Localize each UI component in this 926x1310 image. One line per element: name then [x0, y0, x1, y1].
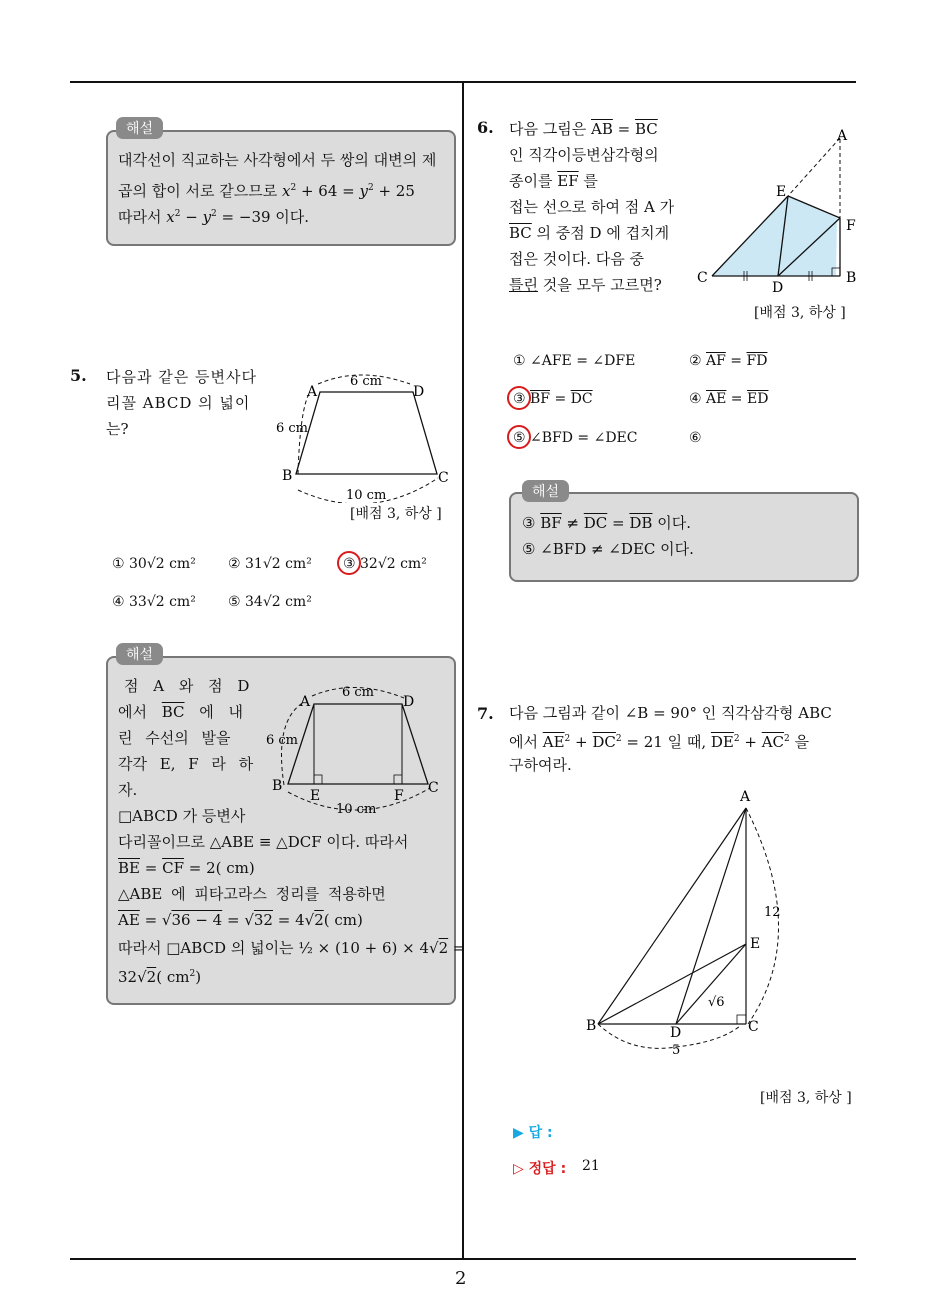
label-bottom: 10 cm	[336, 802, 377, 817]
solution-text: ⑤ ∠BFD ≠ ∠DEC 이다.	[522, 540, 694, 558]
correct-answer-label: ▷ 정답 :	[513, 1161, 567, 1177]
score: [배점 3, 하상 ]	[754, 305, 846, 321]
score: [배점 3, 하상 ]	[350, 506, 442, 522]
option-2[interactable]: ② $\overline{AF} = \overline{FD}$	[689, 353, 768, 369]
label-E: E	[776, 184, 787, 200]
solution-text: 점 A 와 점 D	[124, 677, 250, 695]
label-F: F	[846, 218, 856, 234]
option-6[interactable]: ⑥	[689, 430, 702, 446]
label-C: C	[748, 1019, 759, 1035]
label-D: D	[772, 280, 784, 294]
option-3[interactable]: ③ $\overline{BF} = \overline{DC}$	[513, 391, 593, 407]
selected-circle	[507, 425, 531, 449]
label-A: A	[307, 384, 318, 400]
question-text: $\overline{BC}$ 의 중점 D 에 겹치게	[509, 224, 670, 242]
answer-label: ▶ 답 :	[513, 1125, 553, 1141]
label-E: E	[310, 788, 321, 804]
trapezoid-figure	[270, 368, 460, 503]
option-5[interactable]: ⑤ ∠BFD = ∠DEC	[513, 430, 638, 446]
solution-text: $\overline{BE} = \overline{CF} = 2$( cm)	[118, 859, 255, 877]
label-A: A	[837, 128, 848, 144]
solution-text: 에서 $\overline{BC}$ 에 내	[118, 703, 244, 721]
correct-answer-value: 21	[582, 1158, 600, 1174]
label-side: 6 cm	[276, 421, 309, 436]
label-B: B	[272, 778, 283, 794]
solution-text: 린 수선의 발을	[118, 729, 231, 747]
label-E: E	[750, 936, 761, 952]
solution-tag: 해설	[116, 643, 163, 665]
label-5: 5	[672, 1043, 681, 1058]
label-top: 6 cm	[350, 374, 383, 389]
option-4[interactable]: ④ 33√2 cm²	[112, 594, 196, 610]
label-B: B	[586, 1018, 597, 1034]
label-B: B	[846, 270, 857, 286]
solution-text: △ABE 에 피타고라스 정리를 적용하면	[118, 885, 386, 903]
label-C: C	[697, 270, 708, 286]
question-text: 접은 것이다. 다음 중	[509, 250, 644, 268]
question-text: 틀린 것을 모두 고르면?	[509, 276, 662, 294]
question-text: 인 직각이등변삼각형의	[509, 146, 659, 164]
solution-text: 32√2( $cm^2$)	[118, 968, 202, 986]
solution-text: $\overline{AE} = √36 - 4 = √32 = 4√2$( cm)	[118, 911, 363, 929]
question-text: 에서 $\overline{AE}^2 + \overline{DC}^2 = 21$ 일 때, $\overline{DE}^2 + \overline{AC}^2$ 을	[509, 733, 810, 751]
selected-circle	[337, 551, 361, 575]
solution-text: 따라서 $x^2 - y^2 = -39$ 이다.	[118, 208, 310, 226]
label-D: D	[670, 1025, 682, 1041]
question-number: 5.	[70, 366, 87, 385]
label-B: B	[282, 468, 293, 484]
question-text: 는?	[106, 420, 129, 438]
solution-text: 곱의 합이 서로 같으므로 $x^2 + 64 = y^2 + 25$	[118, 182, 415, 200]
question-text: 리꼴 ABCD 의 넓이	[106, 394, 251, 412]
label-A: A	[300, 694, 311, 710]
label-bottom: 10 cm	[346, 488, 387, 503]
page-number: 2	[455, 1268, 467, 1289]
option-1[interactable]: ① 30√2 cm²	[112, 556, 196, 572]
solution-text: ③ $\overline{BF} \ne \overline{DC} = \overline{DB}$ 이다.	[522, 514, 691, 532]
solution-tag: 해설	[522, 480, 569, 502]
label-A: A	[740, 789, 751, 805]
solution-text: 따라서 □ABCD 의 넓이는 ½ × (10 + 6) × 4√2 =	[118, 939, 466, 957]
solution-tag: 해설	[116, 117, 163, 139]
solution-text: 대각선이 직교하는 사각형에서 두 쌍의 대변의 제	[118, 151, 437, 169]
label-C: C	[438, 470, 449, 486]
question-text: 접는 선으로 하여 점 A 가	[509, 198, 675, 216]
right-triangle-figure	[580, 784, 800, 1064]
score: [배점 3, 하상 ]	[760, 1090, 852, 1106]
question-text: 다음과 같은 등변사다	[106, 368, 257, 386]
question-text: 종이를 $\overline{EF}$ 를	[509, 172, 598, 190]
label-sqrt6: √6	[708, 995, 725, 1010]
option-5[interactable]: ⑤ 34√2 cm²	[228, 594, 312, 610]
solution-text: 자.	[118, 781, 138, 799]
label-C: C	[428, 780, 439, 796]
label-side: 6 cm	[266, 733, 299, 748]
question-number: 6.	[477, 118, 494, 137]
option-3[interactable]: ③ 32√2 cm²	[343, 556, 427, 572]
label-D: D	[403, 694, 415, 710]
question-text: 다음 그림은 $\overline{AB} = \overline{BC}$	[509, 120, 658, 138]
solution-text: 각각 E, F 라 하	[118, 755, 254, 773]
label-D: D	[413, 384, 425, 400]
solution-text: □ABCD 가 등변사	[118, 807, 246, 825]
option-1[interactable]: ① ∠AFE = ∠DFE	[513, 353, 636, 369]
selected-circle	[507, 386, 531, 410]
solution-text: 다리꼴이므로 △ABE ≡ △DCF 이다. 따라서	[118, 833, 409, 851]
column-divider	[462, 82, 464, 1260]
folded-triangle-figure	[692, 124, 862, 294]
label-12: 12	[764, 905, 781, 920]
option-2[interactable]: ② 31√2 cm²	[228, 556, 312, 572]
question-number: 7.	[477, 704, 494, 723]
trapezoid-solution-figure	[262, 680, 452, 820]
label-top: 6 cm	[342, 685, 375, 700]
option-4[interactable]: ④ $\overline{AE} = \overline{ED}$	[689, 391, 769, 407]
label-F: F	[394, 788, 404, 804]
question-text: 다음 그림과 같이 ∠B = 90° 인 직각삼각형 ABC	[509, 704, 832, 722]
question-text: 구하여라.	[509, 756, 572, 774]
